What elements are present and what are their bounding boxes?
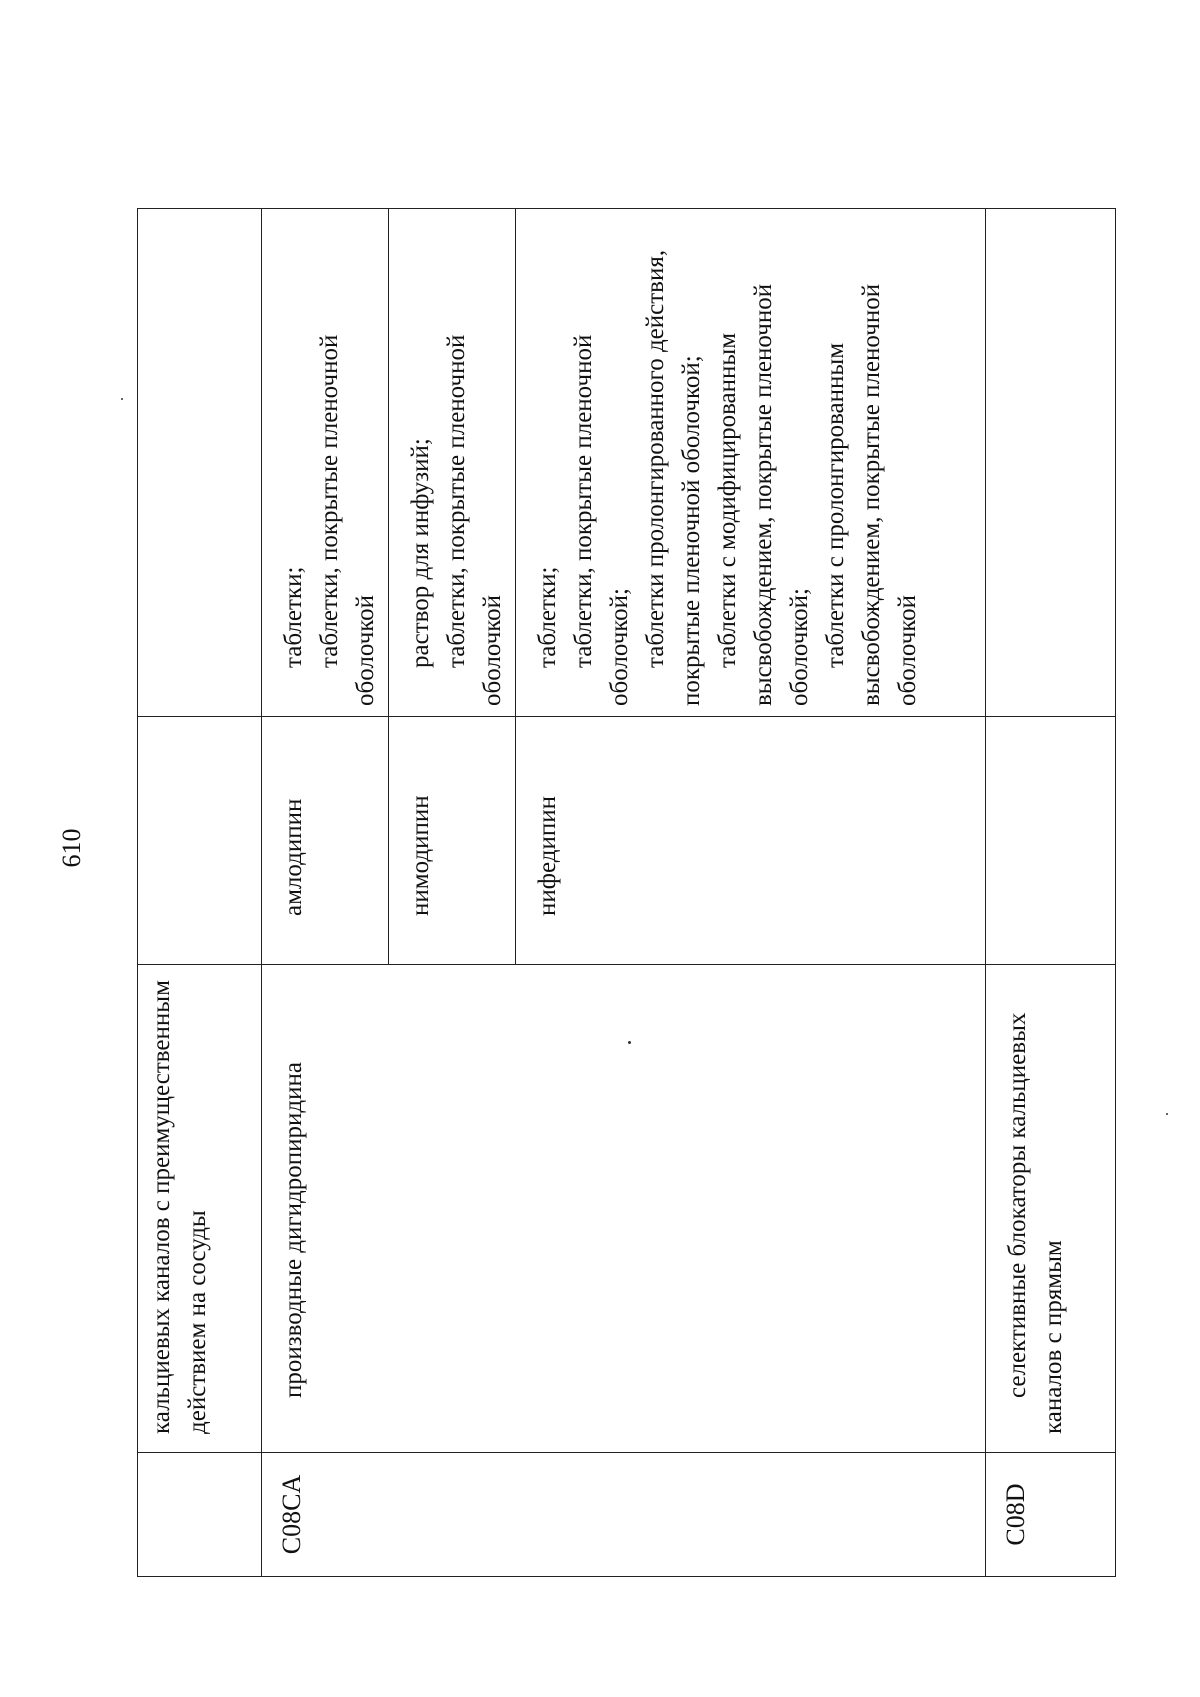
drug-table xyxy=(137,208,1116,1577)
table-row xyxy=(986,209,1116,1577)
category-cell: селективные блокаторы кальциевых каналов с прямым xyxy=(986,965,1116,1453)
dosage-form: таблетки, покрытые пленочной оболочкой xyxy=(443,334,506,706)
dosage-forms-cell xyxy=(516,209,986,717)
dosage-forms-cell xyxy=(986,209,1116,717)
atc-code-cell: C08D xyxy=(986,1453,1116,1577)
dosage-form: таблетки с пролонгированным высвобождением, покрытые пленочной оболочкой xyxy=(822,283,921,706)
table-row xyxy=(262,209,389,1577)
dosage-form: таблетки; xyxy=(534,566,561,668)
scan-speck xyxy=(628,1041,631,1044)
category-cell: производные дигидропиридина xyxy=(262,965,986,1453)
dosage-form: таблетки с модифицированным высвобождением, покрытые пленочной оболочкой; xyxy=(714,283,813,706)
drug-name-cell: нифедипин xyxy=(516,717,986,965)
dosage-form: таблетки, покрытые пленочной оболочкой xyxy=(316,334,379,706)
dosage-forms-cell xyxy=(389,209,516,717)
dosage-form: таблетки; xyxy=(280,566,307,668)
dosage-forms-cell xyxy=(138,209,262,717)
rotated-table-container xyxy=(137,209,1107,1577)
scan-speck xyxy=(1166,1113,1168,1115)
drug-name-cell xyxy=(138,717,262,965)
dosage-form: раствор для инфузий; xyxy=(407,438,434,668)
drug-name-cell: нимодипин xyxy=(389,717,516,965)
category-cell: кальциевых каналов с преимущественным действием на сосуды xyxy=(138,965,262,1453)
drug-name-cell: амлодипин xyxy=(262,717,389,965)
dosage-form: таблетки пролонгированного действия, покрытые пленочной оболочкой; xyxy=(642,249,705,706)
atc-code-cell: C08CA xyxy=(262,1453,986,1577)
page-number: 610 xyxy=(57,828,86,868)
dosage-form: таблетки, покрытые пленочной оболочкой; xyxy=(570,334,633,706)
drug-name-cell xyxy=(986,717,1116,965)
table-row xyxy=(138,209,262,1577)
atc-code-cell xyxy=(138,1453,262,1577)
scan-speck xyxy=(121,398,123,400)
dosage-forms-cell xyxy=(262,209,389,717)
